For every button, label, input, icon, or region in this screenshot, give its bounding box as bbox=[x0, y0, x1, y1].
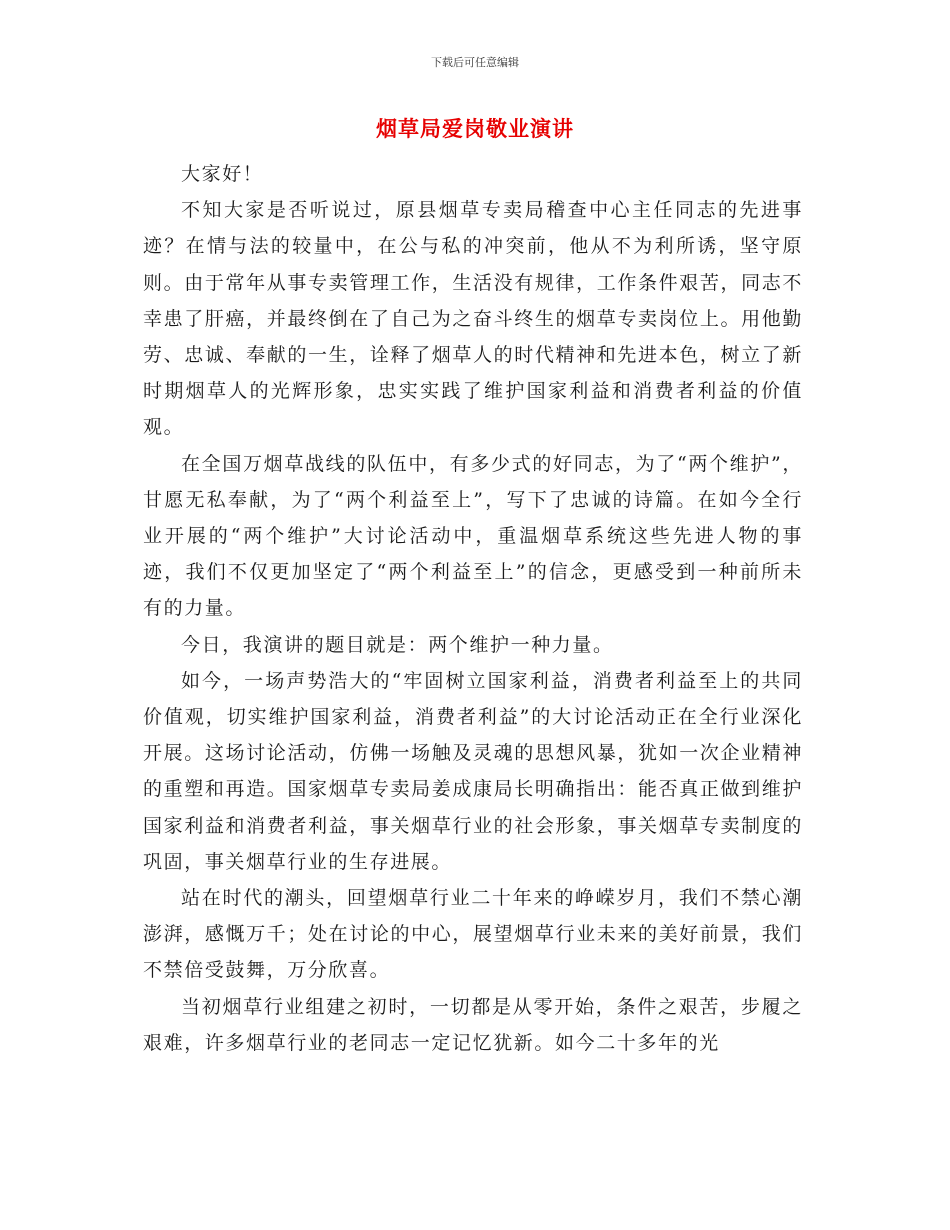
paragraph-greeting: 大家好！ bbox=[181, 163, 264, 185]
document-body bbox=[143, 156, 803, 1061]
paragraph: 不知大家是否听说过，原县烟草专卖局稽查中心主任同志的先进事迹？在情与法的较量中，在公与私的冲突前，他从不为利所诱，坚守原则。由于常年从事专卖管理工作，生活没有规律，工作条件艰苦，同志不幸患了肝癌，并最终倒在了自己为之奋斗终生的烟草专卖岗位上。用他勤劳、忠诚、奉献的一生，诠释了烟草人的时代精神和先进本色，树立了新时期烟草人的光辉形象，忠实实践了维护国家利益和消费者利益的价值观。 bbox=[143, 199, 803, 439]
paragraph: 在全国万烟草战线的队伍中，有多少式的好同志，为了“两个维护”，甘愿无私奉献，为了“两个利益至上”，写下了忠诚的诗篇。在如今全行业开展的“两个维护”大讨论活动中，重温烟草系统这些先进人物的事迹，我们不仅更加坚定了“两个利益至上”的信念，更感受到一种前所未有的力量。 bbox=[143, 452, 803, 620]
paragraph: 今日，我演讲的题目就是：两个维护一种力量。 bbox=[181, 633, 614, 656]
document-title: 烟草局爱岗敬业演讲 bbox=[376, 117, 574, 141]
paragraph: 如今，一场声势浩大的“牢固树立国家利益，消费者利益至上的共同价值观，切实维护国家利益，消费者利益”的大讨论活动正在全行业深化开展。这场讨论活动，仿佛一场触及灵魂的思想风暴，犹如一次企业精神的重塑和再造。国家烟草专卖局姜成康局长明确指出：能否真正做到维护国家利益和消费者利益，事关烟草行业的社会形象，事关烟草专卖制度的巩固，事关烟草行业的生存进展。 bbox=[143, 669, 803, 873]
header-note: 下载后可任意编辑 bbox=[431, 56, 519, 69]
paragraph: 当初烟草行业组建之初时，一切都是从零开始，条件之艰苦，步履之艰难，许多烟草行业的老同志一定记忆犹新。如今二十多年的光 bbox=[143, 995, 803, 1054]
paragraph: 站在时代的潮头，回望烟草行业二十年来的峥嵘岁月，我们不禁心潮澎湃，感慨万千；处在讨论的中心，展望烟草行业未来的美好前景，我们不禁倍受鼓舞，万分欣喜。 bbox=[143, 887, 803, 982]
